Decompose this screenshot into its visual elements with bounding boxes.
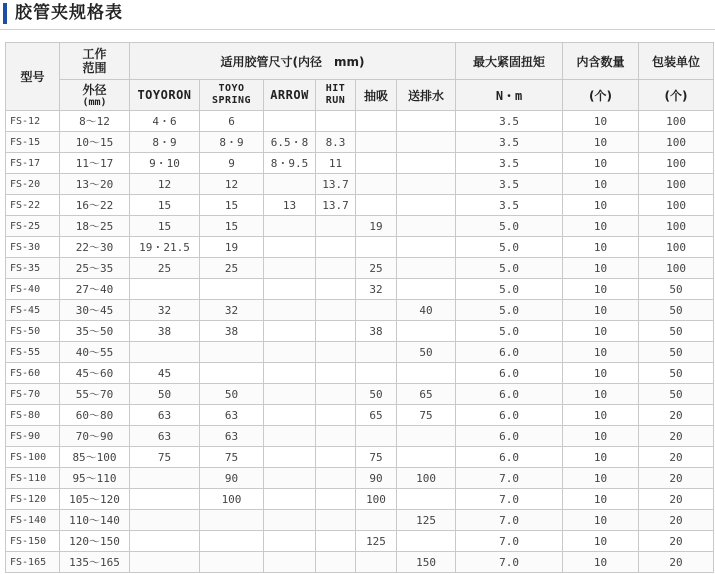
cell-suction	[356, 300, 397, 321]
cell-hit-run: 13.7	[316, 195, 356, 216]
table-row	[6, 258, 714, 279]
cell-arrow	[264, 447, 316, 468]
cell-pack: 100	[639, 174, 714, 195]
cell-pack: 50	[639, 279, 714, 300]
cell-hit-run	[316, 363, 356, 384]
cell-hit-run	[316, 510, 356, 531]
cell-drain: 100	[397, 468, 456, 489]
header-model: 型号	[6, 43, 60, 111]
cell-qty: 10	[563, 405, 639, 426]
cell-hit-run	[316, 447, 356, 468]
cell-qty: 10	[563, 321, 639, 342]
cell-toyo-spring: 63	[200, 405, 264, 426]
header-outer-dia	[60, 80, 130, 111]
cell-toyo-spring: 75	[200, 447, 264, 468]
cell-toyo-spring: 8・9	[200, 132, 264, 153]
cell-suction	[356, 132, 397, 153]
cell-range: 18～25	[60, 216, 130, 237]
table-row	[6, 510, 714, 531]
cell-torque: 5.0	[456, 237, 563, 258]
cell-pack: 20	[639, 531, 714, 552]
cell-toyo-spring: 32	[200, 300, 264, 321]
cell-torque: 5.0	[456, 300, 563, 321]
cell-suction	[356, 510, 397, 531]
cell-qty: 10	[563, 468, 639, 489]
cell-hit-run	[316, 342, 356, 363]
cell-range: 40～55	[60, 342, 130, 363]
cell-drain: 65	[397, 384, 456, 405]
cell-toyo-spring	[200, 363, 264, 384]
cell-arrow	[264, 468, 316, 489]
header-torque-unit: N・m	[456, 80, 563, 111]
cell-hit-run	[316, 489, 356, 510]
cell-arrow	[264, 321, 316, 342]
cell-drain	[397, 174, 456, 195]
cell-model: FS-35	[6, 258, 60, 279]
cell-range: 120～150	[60, 531, 130, 552]
cell-toyoron: 25	[130, 258, 200, 279]
cell-arrow	[264, 552, 316, 573]
cell-torque: 6.0	[456, 363, 563, 384]
cell-pack: 20	[639, 552, 714, 573]
cell-qty: 10	[563, 300, 639, 321]
cell-pack: 20	[639, 447, 714, 468]
cell-range: 30～45	[60, 300, 130, 321]
cell-qty: 10	[563, 237, 639, 258]
cell-range: 45～60	[60, 363, 130, 384]
header-toyoron: TOYORON	[130, 80, 200, 111]
cell-qty: 10	[563, 111, 639, 132]
cell-drain	[397, 216, 456, 237]
cell-drain	[397, 363, 456, 384]
cell-torque: 3.5	[456, 174, 563, 195]
table-row	[6, 489, 714, 510]
cell-toyoron	[130, 531, 200, 552]
cell-toyo-spring: 50	[200, 384, 264, 405]
cell-qty: 10	[563, 279, 639, 300]
cell-model: FS-90	[6, 426, 60, 447]
cell-toyoron: 75	[130, 447, 200, 468]
cell-drain	[397, 258, 456, 279]
cell-drain: 75	[397, 405, 456, 426]
table-row	[6, 216, 714, 237]
table-row	[6, 279, 714, 300]
table-row	[6, 552, 714, 573]
cell-torque: 7.0	[456, 489, 563, 510]
cell-hit-run	[316, 405, 356, 426]
header-hose-size: 适用胶管尺寸(内径 mm)	[130, 43, 456, 80]
cell-toyoron: 38	[130, 321, 200, 342]
cell-arrow	[264, 300, 316, 321]
cell-range: 55～70	[60, 384, 130, 405]
cell-drain	[397, 132, 456, 153]
cell-model: FS-150	[6, 531, 60, 552]
cell-hit-run	[316, 321, 356, 342]
cell-toyo-spring: 19	[200, 237, 264, 258]
cell-qty: 10	[563, 363, 639, 384]
cell-arrow	[264, 405, 316, 426]
cell-toyoron: 19・21.5	[130, 237, 200, 258]
cell-qty: 10	[563, 132, 639, 153]
cell-qty: 10	[563, 216, 639, 237]
cell-torque: 3.5	[456, 195, 563, 216]
header-suction: 抽吸	[356, 80, 397, 111]
cell-pack: 50	[639, 342, 714, 363]
header-qty: 内含数量	[563, 43, 639, 80]
cell-suction	[356, 363, 397, 384]
cell-range: 35～50	[60, 321, 130, 342]
cell-hit-run	[316, 279, 356, 300]
cell-toyo-spring: 6	[200, 111, 264, 132]
cell-torque: 5.0	[456, 321, 563, 342]
header-qty-unit: (个)	[563, 80, 639, 111]
cell-suction	[356, 426, 397, 447]
cell-pack: 20	[639, 426, 714, 447]
cell-arrow	[264, 363, 316, 384]
cell-pack: 100	[639, 195, 714, 216]
cell-hit-run	[316, 552, 356, 573]
table-row	[6, 363, 714, 384]
cell-toyoron: 9・10	[130, 153, 200, 174]
cell-pack: 100	[639, 216, 714, 237]
title-divider	[0, 29, 715, 30]
cell-pack: 100	[639, 132, 714, 153]
cell-arrow: 13	[264, 195, 316, 216]
cell-model: FS-110	[6, 468, 60, 489]
cell-drain	[397, 237, 456, 258]
table-row	[6, 405, 714, 426]
table-row	[6, 426, 714, 447]
cell-suction: 50	[356, 384, 397, 405]
cell-range: 110～140	[60, 510, 130, 531]
cell-drain	[397, 279, 456, 300]
cell-pack: 100	[639, 153, 714, 174]
cell-drain	[397, 195, 456, 216]
cell-hit-run: 11	[316, 153, 356, 174]
cell-toyo-spring: 12	[200, 174, 264, 195]
cell-model: FS-70	[6, 384, 60, 405]
table-row	[6, 237, 714, 258]
cell-range: 85～100	[60, 447, 130, 468]
cell-drain: 150	[397, 552, 456, 573]
cell-arrow: 6.5・8	[264, 132, 316, 153]
cell-suction	[356, 195, 397, 216]
cell-suction: 90	[356, 468, 397, 489]
cell-pack: 20	[639, 468, 714, 489]
cell-torque: 7.0	[456, 468, 563, 489]
cell-drain: 125	[397, 510, 456, 531]
header-toyo-spring	[200, 80, 264, 111]
cell-arrow	[264, 216, 316, 237]
cell-pack: 100	[639, 258, 714, 279]
cell-hit-run	[316, 237, 356, 258]
cell-model: FS-12	[6, 111, 60, 132]
cell-toyo-spring	[200, 342, 264, 363]
header-toyo-spring-label: TOYO SPRING	[211, 83, 252, 106]
cell-arrow	[264, 342, 316, 363]
cell-drain	[397, 111, 456, 132]
table-row	[6, 321, 714, 342]
cell-pack: 50	[639, 384, 714, 405]
cell-pack: 100	[639, 237, 714, 258]
table-row	[6, 111, 714, 132]
cell-toyoron: 63	[130, 405, 200, 426]
cell-arrow	[264, 111, 316, 132]
page-header	[0, 0, 715, 30]
cell-model: FS-45	[6, 300, 60, 321]
title-accent-bar	[3, 3, 7, 24]
cell-hit-run	[316, 111, 356, 132]
cell-suction	[356, 342, 397, 363]
cell-suction	[356, 552, 397, 573]
cell-drain: 50	[397, 342, 456, 363]
cell-model: FS-15	[6, 132, 60, 153]
cell-toyoron: 32	[130, 300, 200, 321]
cell-hit-run	[316, 258, 356, 279]
cell-model: FS-120	[6, 489, 60, 510]
cell-toyoron: 15	[130, 216, 200, 237]
page-title: 胶管夹规格表	[15, 3, 123, 23]
cell-torque: 7.0	[456, 531, 563, 552]
cell-toyo-spring	[200, 279, 264, 300]
cell-range: 25～35	[60, 258, 130, 279]
cell-model: FS-140	[6, 510, 60, 531]
cell-range: 60～80	[60, 405, 130, 426]
cell-range: 16～22	[60, 195, 130, 216]
header-hit-run-label: HIT RUN	[325, 83, 346, 106]
cell-range: 10～15	[60, 132, 130, 153]
cell-toyoron	[130, 468, 200, 489]
table-row	[6, 342, 714, 363]
cell-toyoron	[130, 342, 200, 363]
cell-hit-run	[316, 300, 356, 321]
cell-qty: 10	[563, 174, 639, 195]
cell-arrow	[264, 174, 316, 195]
cell-torque: 6.0	[456, 342, 563, 363]
header-work-range-label: 工作范围	[82, 47, 107, 75]
cell-suction: 125	[356, 531, 397, 552]
cell-hit-run	[316, 531, 356, 552]
cell-torque: 3.5	[456, 111, 563, 132]
cell-toyo-spring	[200, 510, 264, 531]
table-header	[6, 43, 714, 111]
cell-qty: 10	[563, 510, 639, 531]
cell-arrow	[264, 384, 316, 405]
cell-model: FS-17	[6, 153, 60, 174]
cell-qty: 10	[563, 153, 639, 174]
cell-hit-run: 8.3	[316, 132, 356, 153]
cell-toyo-spring: 15	[200, 195, 264, 216]
cell-qty: 10	[563, 426, 639, 447]
cell-suction: 19	[356, 216, 397, 237]
cell-torque: 5.0	[456, 258, 563, 279]
cell-toyo-spring	[200, 552, 264, 573]
cell-pack: 50	[639, 321, 714, 342]
cell-model: FS-60	[6, 363, 60, 384]
cell-arrow	[264, 258, 316, 279]
table-row	[6, 300, 714, 321]
spec-table	[5, 42, 714, 573]
cell-suction	[356, 153, 397, 174]
cell-range: 95～110	[60, 468, 130, 489]
cell-model: FS-30	[6, 237, 60, 258]
cell-drain	[397, 321, 456, 342]
table-row	[6, 132, 714, 153]
header-hit-run	[316, 80, 356, 111]
cell-toyoron: 12	[130, 174, 200, 195]
cell-model: FS-22	[6, 195, 60, 216]
header-max-torque: 最大紧固扭矩	[456, 43, 563, 80]
cell-toyoron: 4・6	[130, 111, 200, 132]
cell-pack: 100	[639, 111, 714, 132]
cell-qty: 10	[563, 342, 639, 363]
header-arrow: ARROW	[264, 80, 316, 111]
cell-range: 27～40	[60, 279, 130, 300]
cell-model: FS-80	[6, 405, 60, 426]
cell-torque: 7.0	[456, 552, 563, 573]
cell-toyoron: 63	[130, 426, 200, 447]
cell-suction: 38	[356, 321, 397, 342]
cell-toyo-spring: 90	[200, 468, 264, 489]
cell-toyo-spring: 25	[200, 258, 264, 279]
table-row	[6, 153, 714, 174]
cell-qty: 10	[563, 489, 639, 510]
cell-hit-run	[316, 426, 356, 447]
cell-suction: 25	[356, 258, 397, 279]
cell-suction: 32	[356, 279, 397, 300]
cell-qty: 10	[563, 531, 639, 552]
cell-arrow	[264, 426, 316, 447]
header-pack-unit: (个)	[639, 80, 714, 111]
cell-range: 11～17	[60, 153, 130, 174]
cell-toyoron: 50	[130, 384, 200, 405]
cell-hit-run: 13.7	[316, 174, 356, 195]
cell-hit-run	[316, 468, 356, 489]
cell-suction: 100	[356, 489, 397, 510]
cell-torque: 7.0	[456, 510, 563, 531]
table-row	[6, 195, 714, 216]
cell-pack: 50	[639, 363, 714, 384]
cell-toyoron	[130, 279, 200, 300]
cell-toyo-spring: 38	[200, 321, 264, 342]
cell-toyoron	[130, 489, 200, 510]
cell-pack: 20	[639, 405, 714, 426]
header-work-range	[60, 43, 130, 80]
cell-pack: 20	[639, 510, 714, 531]
header-outer-dia-unit: (mm)	[82, 96, 107, 108]
cell-drain	[397, 489, 456, 510]
cell-arrow	[264, 489, 316, 510]
cell-torque: 6.0	[456, 447, 563, 468]
cell-drain	[397, 531, 456, 552]
cell-model: FS-55	[6, 342, 60, 363]
cell-drain: 40	[397, 300, 456, 321]
cell-qty: 10	[563, 384, 639, 405]
cell-toyoron: 45	[130, 363, 200, 384]
cell-range: 70～90	[60, 426, 130, 447]
cell-torque: 6.0	[456, 384, 563, 405]
cell-suction: 75	[356, 447, 397, 468]
cell-torque: 6.0	[456, 405, 563, 426]
cell-range: 13～20	[60, 174, 130, 195]
cell-qty: 10	[563, 447, 639, 468]
header-outer-dia-label: 外径	[82, 82, 107, 97]
cell-drain	[397, 426, 456, 447]
cell-torque: 6.0	[456, 426, 563, 447]
cell-pack: 50	[639, 300, 714, 321]
cell-arrow	[264, 510, 316, 531]
cell-model: FS-25	[6, 216, 60, 237]
cell-range: 8～12	[60, 111, 130, 132]
cell-toyoron	[130, 552, 200, 573]
cell-arrow: 8・9.5	[264, 153, 316, 174]
cell-model: FS-50	[6, 321, 60, 342]
cell-qty: 10	[563, 552, 639, 573]
header-pack: 包装单位	[639, 43, 714, 80]
header-drain: 送排水	[397, 80, 456, 111]
cell-range: 105～120	[60, 489, 130, 510]
cell-torque: 3.5	[456, 132, 563, 153]
cell-suction: 65	[356, 405, 397, 426]
table-row	[6, 384, 714, 405]
cell-torque: 3.5	[456, 153, 563, 174]
cell-qty: 10	[563, 195, 639, 216]
table-row	[6, 447, 714, 468]
cell-pack: 20	[639, 489, 714, 510]
cell-torque: 5.0	[456, 279, 563, 300]
cell-model: FS-100	[6, 447, 60, 468]
cell-toyoron	[130, 510, 200, 531]
cell-toyo-spring: 100	[200, 489, 264, 510]
cell-hit-run	[316, 384, 356, 405]
cell-range: 135～165	[60, 552, 130, 573]
table-row	[6, 174, 714, 195]
cell-toyo-spring: 9	[200, 153, 264, 174]
cell-qty: 10	[563, 258, 639, 279]
cell-hit-run	[316, 216, 356, 237]
cell-torque: 5.0	[456, 216, 563, 237]
cell-suction	[356, 237, 397, 258]
cell-toyoron: 8・9	[130, 132, 200, 153]
cell-model: FS-40	[6, 279, 60, 300]
cell-arrow	[264, 237, 316, 258]
cell-toyo-spring: 15	[200, 216, 264, 237]
table-row	[6, 531, 714, 552]
cell-range: 22～30	[60, 237, 130, 258]
cell-model: FS-20	[6, 174, 60, 195]
cell-arrow	[264, 531, 316, 552]
cell-toyoron: 15	[130, 195, 200, 216]
table-body	[6, 111, 714, 573]
cell-suction	[356, 174, 397, 195]
cell-toyo-spring	[200, 531, 264, 552]
table-row	[6, 468, 714, 489]
cell-arrow	[264, 279, 316, 300]
cell-drain	[397, 447, 456, 468]
cell-drain	[397, 153, 456, 174]
cell-suction	[356, 111, 397, 132]
cell-toyo-spring: 63	[200, 426, 264, 447]
cell-model: FS-165	[6, 552, 60, 573]
